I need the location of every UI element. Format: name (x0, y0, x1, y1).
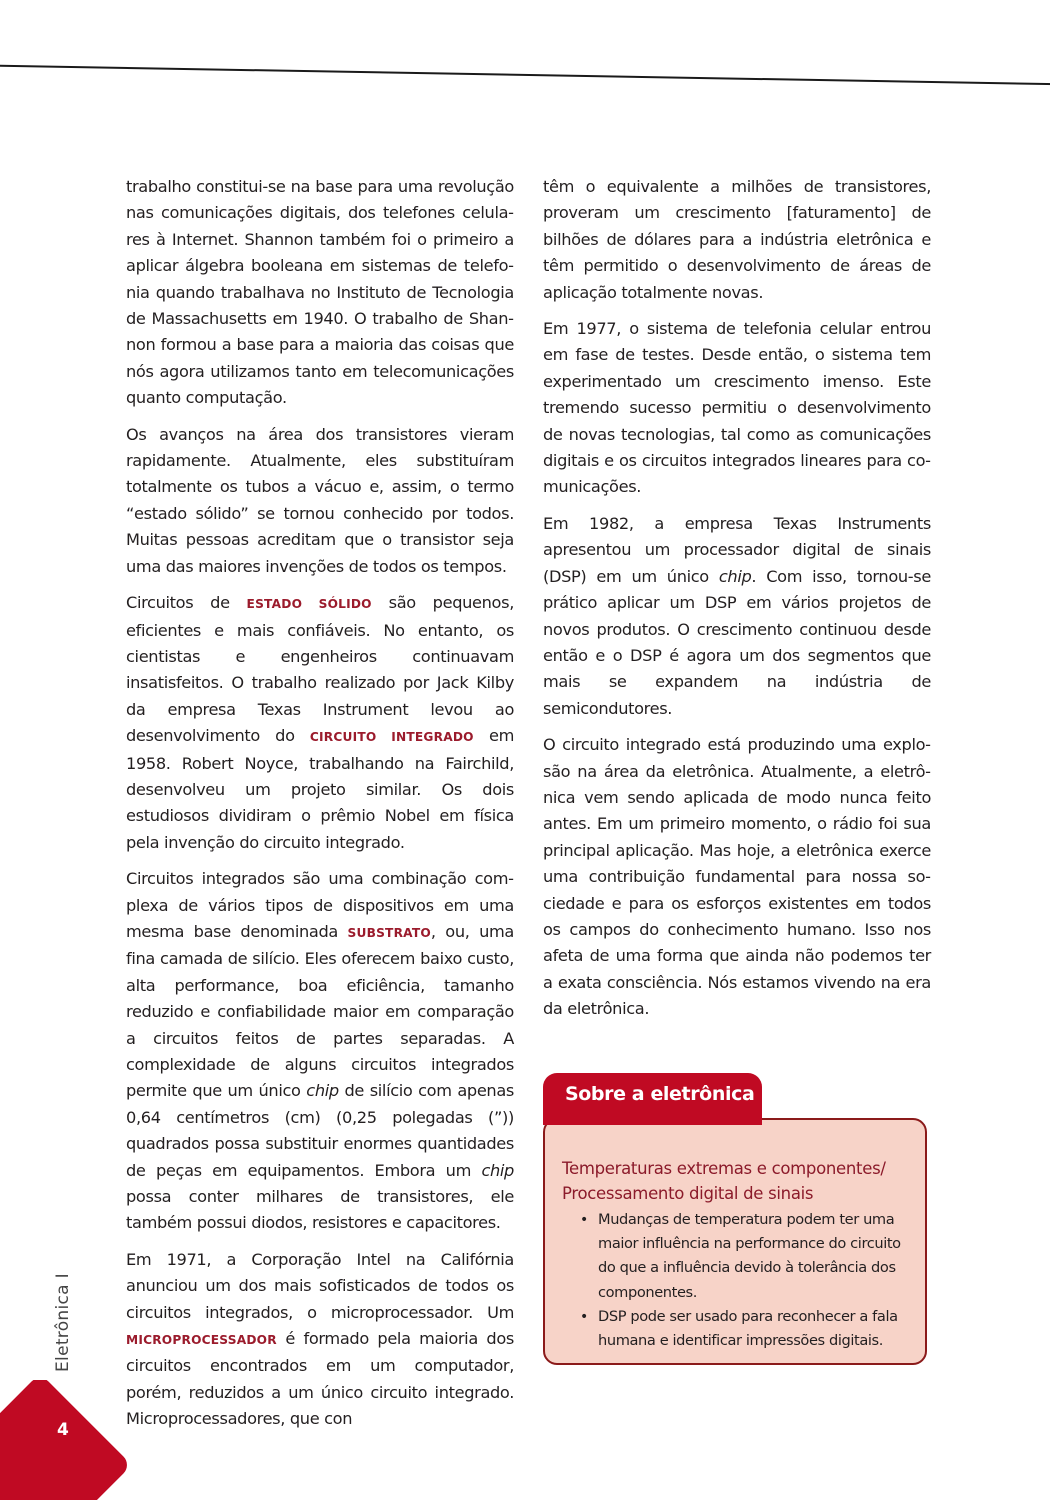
page-number: 4 (57, 1420, 69, 1440)
paragraph: têm o equivalente a milhões de transistores, proveram um crescimento [faturamento] de bilhões de dólares para a indústria eletrônica e têm permitido o desenvolvimento de áreas de aplicação totalmente novas. (543, 177, 931, 302)
paragraph: Em 1982, a empresa Texas Instruments apresentou um processador digital de sinais (DSP) em um único chip. Com isso, tornou-se prático aplicar um DSP em vários projetos de novos produtos. O crescimento continuou desde então e o DSP é agora um dos segmentos que mais se expandem na indústria de semicondutores. (543, 513, 931, 718)
glossary-term-estado-solido: ESTADO SÓLIDO (246, 597, 372, 612)
callout-tab-label: Sobre a eletrônica (565, 1083, 755, 1105)
page-number-tab (0, 1380, 200, 1500)
header-rule (0, 65, 1050, 86)
left-column (126, 174, 514, 1443)
paragraph: O circuito integrado está produzindo uma explosão na área da eletrônica. Atualmente, a eletrônica vem sendo aplicada de modo nunca feito antes. Em um primeiro momento, o rádio foi sua principal aplicação. Mas hoje, a eletrônica exerce uma contribuição fundamental para nossa sociedade e para os esforços existentes em todos os campos do conhecimento humano. Isso nos afeta de uma forma que ainda não podemos ter a exata consciência. Nós estamos vivendo na era da eletrônica. (543, 735, 931, 1019)
glossary-term-substrato: SUBSTRATO (347, 925, 431, 940)
list-item: • DSP pode ser usado para reconhecer a fala humana e identificar impressões digitais. (580, 1305, 910, 1353)
callout-tab (543, 1073, 762, 1125)
bullet-icon: • (580, 1308, 588, 1325)
paragraph: Em 1977, o sistema de telefonia celular entrou em fase de testes. Desde então, o sistema tem experimentado um crescimento imenso. Este tremendo sucesso permitiu o desenvolvimento de novas tecnologias, tal como as comunicações digitais e os circuitos integrados lineares para comunicações. (543, 319, 931, 497)
callout-title: Temperaturas extremas e componentes/ Processamento digital de sinais (562, 1159, 886, 1203)
paragraph: trabalho constitui-se na base para uma revolução nas comunicações digitais, dos telefones celulares à Internet. Shannon também foi o primeiro a aplicar álgebra booleana em sistemas de telefonia quando trabalhava no Instituto de Tecnologia de Massachusetts em 1940. O trabalho de Shannon formou a base para a maioria das coisas que nós agora utilizamos tanto em telecomunicações quanto computação. (126, 177, 514, 408)
list-item: • Mudanças de temperatura podem ter uma maior influência na performance do circuito do que a influência devido à tolerância dos componentes. (580, 1208, 910, 1305)
glossary-term-circuito-integrado: CIRCUITO INTEGRADO (309, 730, 474, 745)
glossary-term-microprocessador: MICROPROCESSADOR (126, 1333, 277, 1348)
bullet-icon: • (580, 1212, 588, 1228)
paragraph: Em 1971, a Corporação Intel na Califórnia anunciou um dos mais sofisticados de todos os circuitos integrados, o microprocessador. Um MICROPROCESSADOR é formado pela maioria dos circuitos encontrados em um computador, porém, reduzidos a um único circuito integrado. Microprocessadores, que con (126, 1249, 514, 1429)
paragraph: Circuitos integrados são uma combinação complexa de vários tipos de dispositivos em uma mesma base denominada SUBSTRATO, ou, uma fina camada de silício. Eles oferecem baixo custo, alta performance, boa eficiência, tamanho reduzido e confiabilidade maior em comparação a circuitos feitos de partes separadas. A complexidade de alguns circuitos integrados permite que um único chip de silício com apenas 0,64 centímetros (cm) (0,25 polegadas (”)) quadrados possa substituir enormes quantidades de peças em equipamentos. Embora um chip possa conter milhares de transistores, ele também possui diodos, resistores e capacitores. (126, 869, 514, 1233)
right-column (543, 174, 931, 1033)
paragraph: Circuitos de ESTADO SÓLIDO são pequenos, eficientes e mais confiáveis. No entanto, os cientistas e engenheiros continuavam insatisfeitos. O trabalho realizado por Jack Kilby da empresa Texas Instrument levou ao desenvolvimento do CIRCUITO INTEGRADO em 1958. Robert Noyce, trabalhando na Fairchild, desenvolveu um projeto similar. Os dois estudiosos dividiram o prêmio Nobel em física pela invenção do circuito integrado. (126, 593, 514, 852)
paragraph: Os avanços na área dos transistores vieram rapidamente. Atualmente, eles substituíram totalmente os tubos a vácuo e, assim, o termo “estado sólido” se tornou conhecido por todos. Muitas pessoas acreditam que o transistor seja uma das maiores invenções de todos os tempos. (126, 424, 514, 576)
running-title: Eletrônica I (53, 1273, 73, 1372)
page-tab-shape (0, 1380, 132, 1500)
callout-list (580, 1208, 910, 1353)
